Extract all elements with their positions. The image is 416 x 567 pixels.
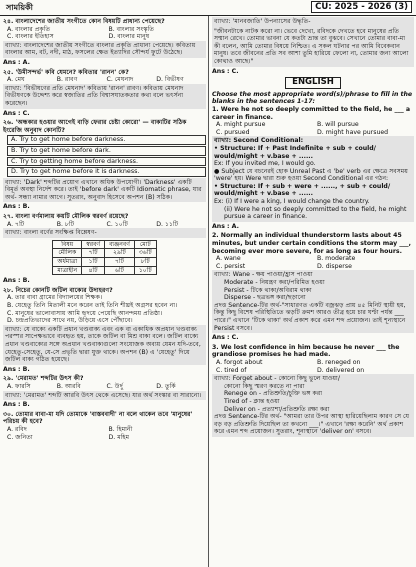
option-d: D. বাংলার মানুষ [108, 33, 150, 41]
option-a: A. মেঘ [7, 76, 25, 84]
table-cell: ৮টি [134, 258, 156, 267]
table-cell: মৌলিক [53, 249, 82, 258]
table-cell: ৩৬টি [134, 249, 156, 258]
table-cell: ব্যঞ্জনবর্ণ [105, 240, 135, 249]
option-a: A. forgot about [216, 358, 263, 366]
section-title-wrap [212, 77, 414, 89]
answer: Ans : B. [3, 277, 30, 285]
option-c: C. বাংলার ইতিহাস [7, 33, 54, 41]
option-b: B. Try to get home before dark. [7, 146, 206, 156]
table-row [53, 266, 156, 275]
question-text: ৩০. তোমার বাবা-মা যদি তোমাকে 'বাস্তববাদী' না বলে থাকেন তবে 'মানুষের' পরিচয় কী হবে? [3, 410, 193, 426]
example-1: Ex: If you invited me, I would go. [214, 160, 316, 168]
option-c: C. জনিতা [7, 433, 33, 441]
explanation: ব্যাখ্যা: 'বিভীষণের প্রতি মেঘনাদ' কবিতায় 'রানন' রাবণ। কবিতায় মেঘনাদ বিভীষণকে উদ্দেশ্য করে স্বজাতির প্রতি বিশ্বাসঘাতকতার কথা বলে ভৎর্সনা করেছেন। [3, 84, 206, 109]
english-question-1 [212, 106, 414, 231]
option-d: D. ১১টি [156, 220, 179, 228]
option-b: B. রাবণ [56, 76, 78, 84]
header-exam-label: CU: 2025 - 2026 (3) [311, 1, 412, 13]
explanation: ব্যাখ্যা: 'Dark' শব্দটির প্রয়োগ এখানে অধিক উপযোগী। 'Darkness' একটি বিমূর্ত অবস্থা নির্দেশ করে। তাই 'before dark' একটি Idiomatic phrase, যার অর্থ- সন্ধ্যা নামার আগে। সুতরাং, অনুবাদ হিসেবে অপশন (B) সঠিক। [3, 178, 206, 203]
explanation-heading: ব্যাখ্যা: 'মানবজাতি' উপন্যাসের উদ্ধৃতি- [212, 17, 414, 27]
option-c: C. pursued [216, 128, 250, 136]
options [3, 76, 206, 84]
option-b: B. moderate [317, 255, 356, 263]
answer: Ans : B. [3, 401, 30, 409]
option-d: D. বিভীষণ [156, 76, 184, 84]
vocab-line: Persist - টিকে থাকা/অবিরাম থাকা [224, 286, 312, 294]
question-30-explanation [212, 17, 414, 75]
option-c: C. মানুষের ভালোবাসায় আমি হৃদয়ে পেয়েছি আনন্দময় প্রতিষ্ঠা। [7, 309, 163, 317]
option-c: C. tired of [216, 366, 247, 374]
column-divider [208, 16, 209, 567]
answer: Ans : A. [212, 222, 239, 230]
question-text: 2. Normally an individual thunderstorm lasts about 45 minutes, but under certain conditions the storm may ___, becoming ever more severe, for as long as four hours. [212, 232, 411, 255]
question-text: ২৫. 'উমীসন্দর্ভ' কবি যেমনে? কবিতার 'রানন' কে? [3, 68, 129, 76]
table-row [53, 258, 156, 267]
note: ● Subject যে বচনেরই হোক Unreal Past এ 'be' verb এর ক্ষেত্রে সবসময় 'were' হয়। Were দ্বারা শুরু হওয়া Second Conditional এর গঠন: [214, 167, 408, 183]
vocab-line: কোনো কিছু স্মরণ করতে না পারা [224, 382, 305, 390]
table-cell: বিষয় [53, 240, 82, 249]
answer: Ans : B. [3, 203, 30, 211]
vocab-line: Deliver on - প্রত্যাশা/প্রতিশ্রুতি রক্ষা করা [224, 405, 330, 413]
vocab-line: ব্যাখ্যা: Forget about - কোনো কিছু ভুলে যাওয়া/ [214, 375, 340, 383]
answer: Ans : C. [3, 109, 30, 117]
option-a: A. wane [216, 255, 241, 263]
right-column [212, 17, 414, 563]
option-b: B. reneged on [317, 358, 361, 366]
options [3, 383, 206, 391]
table-cell: ৭টি [105, 258, 135, 267]
question-text: 1. Were he not so deeply committed to the field, he ___ a career in finance. [212, 105, 411, 121]
table-row [53, 240, 156, 249]
table-cell: ১০টি [134, 266, 156, 275]
table-cell: মাত্রাহীন [53, 266, 82, 275]
explanation [212, 136, 414, 222]
table-cell: ৭টি [82, 249, 105, 258]
structure-1: • Structure: If + Past Indefinite + sub + could/ would/might + v.base + ...... [214, 144, 376, 160]
option-a: A. ফারসি [7, 382, 31, 390]
option-d: D. মহিম [108, 433, 130, 441]
sentence-explanation: প্রদত্ত Sentence-টির অর্থ-"সাধারণত একটি বজ্রঝড় প্রায় ৪৫ মিনিট স্থায়ী হয়, কিন্তু কিছু বিশেষ পরিস্থিতিতে ঝড়টি ক্রমশ আরও তীব্র হয়ে চার ঘণ্টা পর্যন্ত ___ পারে।" এখানে 'টিকে থাকা' অর্থ প্রকাশ করে এমন শব্দ প্রয়োজন। তাই শূন্যস্থানে Persist বসবে। [214, 301, 406, 332]
option-d: D. Try to get home before it is darkness. [7, 167, 206, 177]
option-c: C. persist [216, 262, 246, 270]
explanation: ব্যাখ্যা: বাংলাদেশের জাতীয় সংগীতে বাংলার প্রকৃতি প্রাধান্য পেয়েছে। কবিতায় বাংলার আম, বট, নদী, মাঠ, ফসলের ক্ষেত ইত্যাদির সৌন্দর্য ফুটে উঠেছে। [3, 41, 206, 58]
option-d: D. তুর্কি [156, 382, 176, 390]
question-26 [3, 119, 206, 211]
explanation: ব্যাখ্যা: যে বাক্যে একটি প্রধান খণ্ডবাক্য এবং এক বা একাধিক অপ্রধান খণ্ডবাক্য পরস্পর সাপেক্ষভাবে ব্যবহৃত হয়, তাকে জটিল বা মিশ্র বাক্য বলে। জটিল বাক্যে প্রধান খণ্ডবাক্যের সঙ্গে অপ্রধান খণ্ডবাক্যগুলো সংযোজক অব্যয় যেমন যদি-তবে, যেহেতু-সেহেতু, যে-সে প্রভৃতি দ্বারা যুক্ত থাকে। অপশন (B) এ 'যেহেতু' দিয়ে জটিল বাক্য গঠিত হয়েছে। [3, 325, 206, 365]
option-c: C. মেঘনাদ [106, 76, 134, 84]
page-header [0, 0, 416, 16]
answer: Ans : C. [212, 334, 239, 342]
question-text: 3. We lost confidence in him because he never ___ the grandiose promises he had made. [212, 343, 400, 359]
option-d: D. disperse [317, 262, 352, 270]
question-29 [3, 375, 206, 408]
question-text: ২৬. 'অন্ধকার হওয়ার আগেই বাড়ি ফেরার চেষ্টা কোরো' — বাক্যটির সঠিক ইংরেজি অনুবাদ কোনটি? [3, 119, 187, 134]
option-d: D. চন্দ্রপ্রতিভাদের সাথে নয়, উড়িয়ে এসে পৌঁছাবে। [7, 317, 133, 325]
option-b: B. ৮টি [56, 220, 75, 228]
sentence-explanation: প্রদত্ত Sentence-টির অর্থ- "আমরা তার উপর আস্থা হারিয়েছিলাম কারণ সে যে বড় বড় প্রতিশ্রুতি দিয়েছিল তা কখনো ___।" এখানে 'রক্ষা করেনি' অর্থ প্রকাশ করে এমন শব্দ প্রয়োজন। সুতরাং, শূন্যস্থানে 'deliver on' বসবে। [214, 413, 410, 436]
answer: Ans : A. [3, 58, 30, 66]
question-text: ২৪. বাংলাদেশের জাতীয় সংগীতে কোন বিষয়টি প্রাধান্য পেয়েছে? [3, 18, 165, 25]
explanation-title: ব্যাখ্যা: Second Conditional: [214, 137, 304, 145]
answer: Ans : B. [3, 365, 30, 373]
question-24 [3, 18, 206, 67]
vocab-line: Tired of - ক্লান্ত হওয়া [224, 397, 280, 405]
question-30 [3, 411, 206, 441]
options [212, 255, 414, 270]
options [212, 359, 414, 374]
option-a: A. ৭টি [7, 220, 25, 228]
option-d: D. might have pursued [317, 128, 389, 136]
section-instruction: Choose the most appropriate word(s)/phrase to fill in the blanks in the sentences 1-17: [212, 90, 413, 106]
option-a: A. might pursue [216, 121, 266, 129]
question-text: ২৯. 'মেরামত' শব্দটির উৎস কী? [3, 375, 84, 383]
option-a: A. Try to get home before darkness. [7, 135, 206, 145]
header-magazine-name: সাময়িকী [6, 3, 33, 12]
options [3, 26, 206, 41]
english-question-2 [212, 232, 414, 341]
option-a: A. বাংলার প্রকৃতি [7, 25, 51, 33]
english-question-3 [212, 344, 414, 437]
option-a: A. রবিদ [7, 425, 27, 433]
option-b: B. will pursue [317, 121, 359, 129]
table-cell: ৬টি [105, 266, 135, 275]
vocab-line: Disperse - ছত্রভঙ্গ করা/ছড়ানো [224, 294, 306, 302]
vocab-line: ব্যাখ্যা: Wane - ক্ষয় পাওয়া/হ্রাস পাওয়া [214, 271, 313, 279]
table-cell: স্বরবর্ণ [82, 240, 105, 249]
explanation: ব্যাখ্যা: 'মেরামত' শব্দটি আরবি উৎস থেকে এসেছে। যার অর্থ সংস্কার বা সারানো। [3, 391, 206, 401]
options [212, 121, 414, 136]
english-section-title: ENGLISH [285, 77, 341, 89]
question-text: ২৭. বাংলা বর্ণমালায় কয়টি মৌলিক স্বরবর্ণ রয়েছে? [3, 213, 129, 221]
example-2b: (ii) Were he not so deeply committed to the field, he might pursue a career in finance. [224, 205, 407, 221]
answer: Ans : C. [212, 67, 239, 75]
table-cell: ৪টি [82, 266, 105, 275]
letter-stats-table [52, 240, 156, 275]
explanation: ব্যাখ্যা: বাংলা বর্ণের সংক্ষিপ্ত বিশ্লেষণ- [3, 228, 206, 238]
vocab-line: Renege on - প্রতিশ্রুতি/চুক্তি ভঙ্গ করা [224, 390, 323, 398]
table-cell: অর্ধমাত্রা [53, 258, 82, 267]
example-2a: Ex: (i) If I were a king, I would change the country. [214, 198, 370, 206]
question-28 [3, 287, 206, 374]
option-b: B. হিমানী [108, 425, 133, 433]
question-27 [3, 213, 206, 285]
options [3, 426, 206, 441]
option-c: C. উর্দু [106, 382, 123, 390]
option-c: C. Try to getting home before darkness. [7, 157, 206, 167]
question-25 [3, 69, 206, 118]
option-c: C. ১০টি [106, 220, 128, 228]
explanation [212, 374, 414, 437]
structure-2: • Structure: If + sub + were + ......, + sub + could/ would/might + v.base + ...... [214, 182, 391, 198]
option-a: A. তার বাবা গ্রামের বিদ্যালয়ের শিক্ষক। [7, 294, 103, 302]
left-column [3, 17, 206, 563]
vocab-line: Moderate - নিয়ন্ত্রণ করা/পরিমিত হওয়া [224, 279, 325, 286]
option-b: B. বাংলার সংস্কৃতি [108, 25, 154, 33]
table-cell: ১টি [82, 258, 105, 267]
option-d: D. delivered on [317, 366, 365, 374]
option-b: B. যেহেতু তিনি মিতালী মনে করেন তাই তিনি শীঘ্রই অগ্রসর হবেন না। [7, 302, 178, 309]
options [3, 221, 206, 229]
table-cell: ২৯টি [105, 249, 135, 258]
table-cell: মোট [134, 240, 156, 249]
question-text: ২৮. নিচের কোনটি জটিল বাক্যের উদাহরণ? [3, 286, 113, 294]
explanation [212, 270, 414, 333]
table-row [53, 249, 156, 258]
option-b: B. আরবি [56, 382, 81, 390]
explanation: "জীবনটাকে নাটক করো না। ভেবে দেখো, রবিদকে দেখতে হবে মানুষের প্রতি সম্মান রেখে। তোমার ভাবনা যে কতটা ভ্রান্ত তা বুঝবে। সেখানে তোমার বাবা-মা কী বলেন, আমি তোমার বিষয়ে নিশ্চিত। এ সকল ঘটনার পর আমি বিবেকবান মানুষ। তবে জীবনের প্রতি সব আশা তুমি হারিয়ে ফেলো না, তোমার জন্য আলো কোথাও আছে।" [212, 27, 414, 67]
